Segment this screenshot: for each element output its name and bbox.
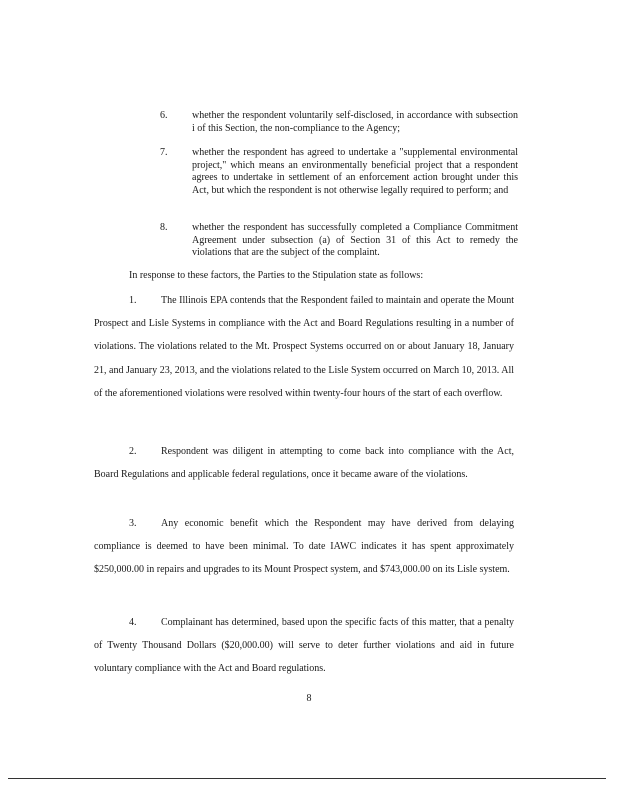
- list-item-number: 7.: [160, 147, 168, 158]
- paragraph-text: Any economic benefit which the Respondent may have derived from delaying compliance is deemed to have been minimal. To date IAWC indicates it has spent approximately $250,000.00 in repairs and upgrades to its Mount Prospect system, and $743,000.00 on its Lisle system.: [94, 518, 514, 576]
- paragraph-4: [94, 611, 514, 681]
- page-bottom-divider: [8, 778, 606, 779]
- list-item-8: [160, 222, 518, 260]
- paragraph-text: Respondent was diligent in attempting to come back into compliance with the Act, Board Regulations and applicable federal regulations, once it became aware of the violations.: [94, 446, 514, 481]
- list-item-number: 8.: [160, 222, 168, 233]
- paragraph-number: 1.: [129, 295, 137, 306]
- intro-statement: In response to these factors, the Parties to the Stipulation state as follows:: [129, 270, 424, 281]
- paragraph-number: 3.: [129, 518, 137, 529]
- list-item-text: whether the respondent voluntarily self-disclosed, in accordance with subsection i of this Section, the non-compliance to the Agency;: [192, 110, 518, 134]
- list-item-text: whether the respondent has agreed to undertake a "supplemental environmental project," which means an environmentally beneficial project that a respondent agrees to undertake in settlement of an enforcement action brought under this Act, but which the respondent is not otherwise legally required to perform; and: [192, 147, 518, 196]
- list-item-text: whether the respondent has successfully completed a Compliance Commitment Agreement under subsection (a) of Section 31 of this Act to remedy the violations that are the subject of the complaint.: [192, 222, 518, 258]
- list-item-number: 6.: [160, 110, 168, 121]
- page-number: 8: [306, 693, 312, 704]
- paragraph-3: [94, 512, 514, 582]
- paragraph-text: Complainant has determined, based upon the specific facts of this matter, that a penalty of Twenty Thousand Dollars ($20,000.00) will serve to deter further violations and aid in future voluntary compliance with the Act and Board regulations.: [94, 617, 514, 675]
- paragraph-number: 2.: [129, 446, 137, 457]
- paragraph-number: 4.: [129, 617, 137, 628]
- paragraph-2: [94, 440, 514, 486]
- list-item-6: [160, 110, 518, 135]
- paragraph-text: The Illinois EPA contends that the Respondent failed to maintain and operate the Mount Prospect and Lisle Systems in compliance with the Act and Board Regulations resulting in a number of violations. The violations related to the Mt. Prospect Systems occurred on or about January 18, January 21, and January 23, 2013, and the violations related to the Lisle System occurred on March 10, 2013. All of the aforementioned violations were resolved within twenty-four hours of the start of each overflow.: [94, 295, 514, 399]
- list-item-7: [160, 147, 518, 197]
- paragraph-1: [94, 289, 514, 405]
